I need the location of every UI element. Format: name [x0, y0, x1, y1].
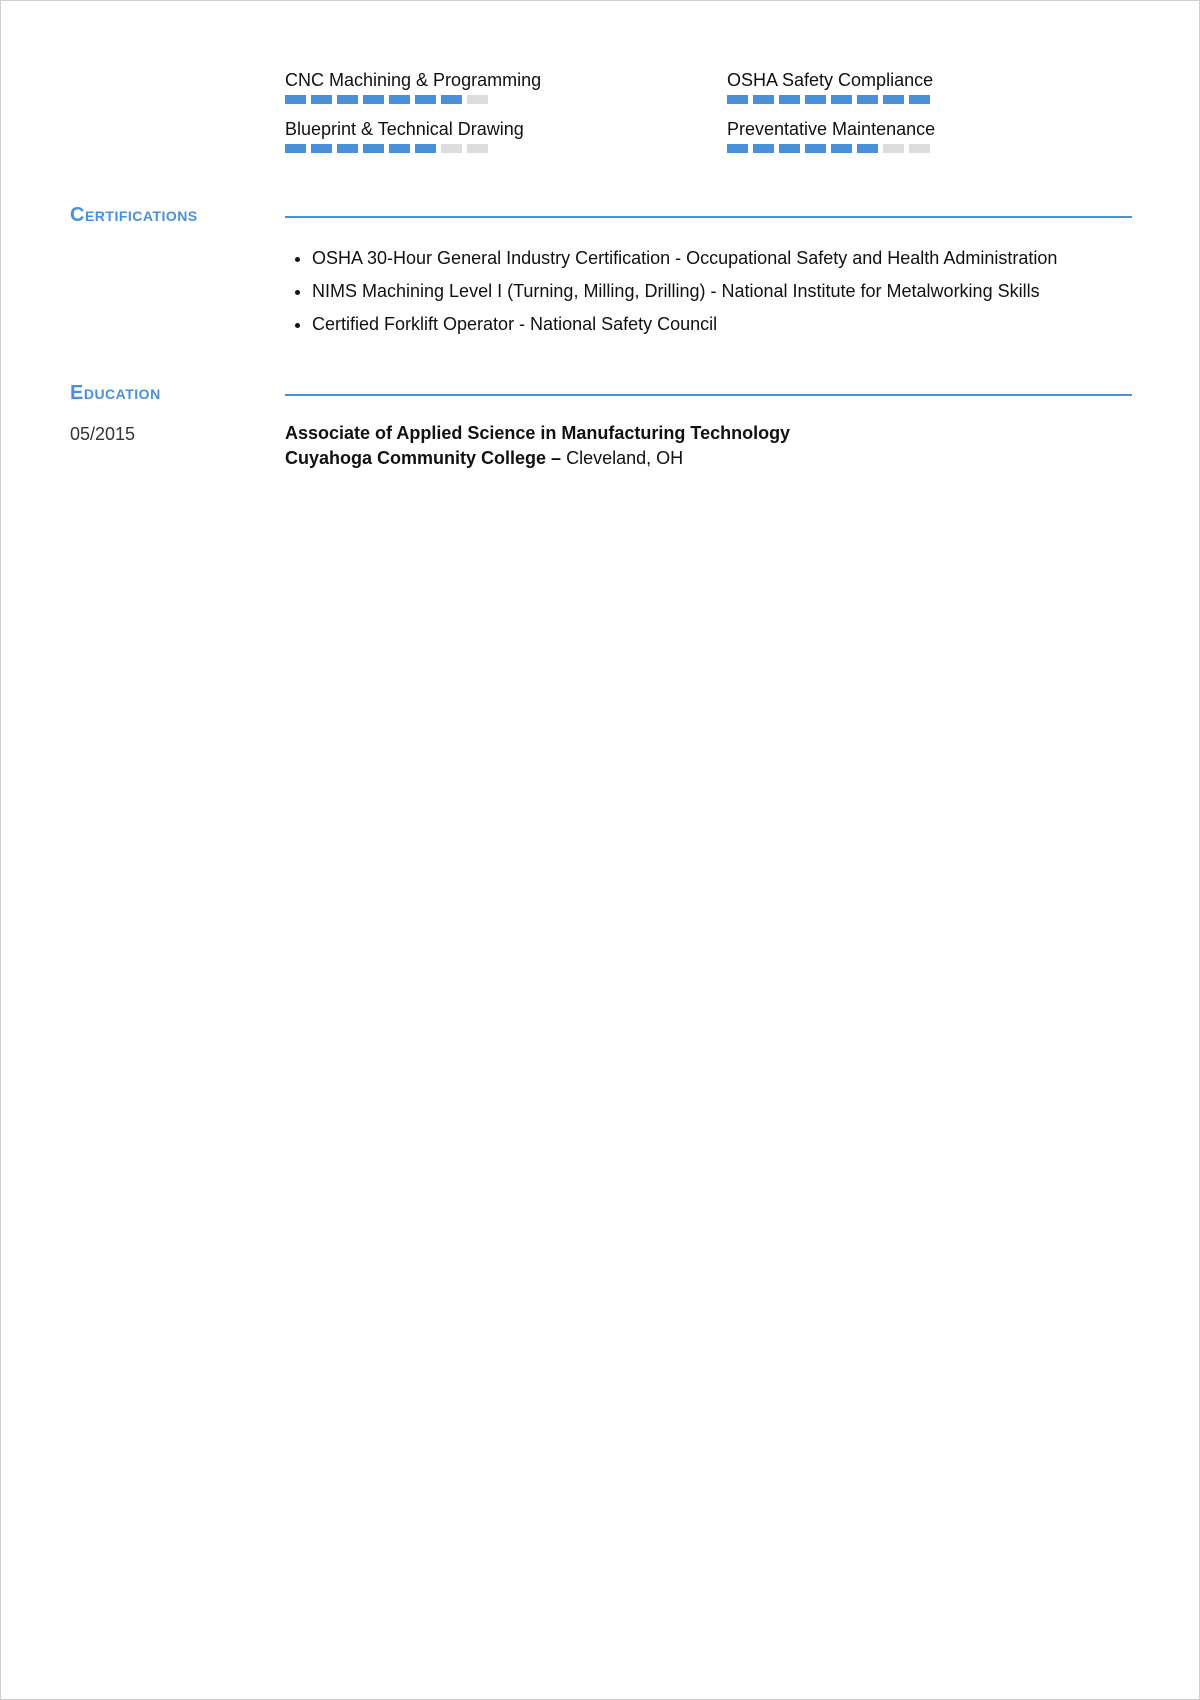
- rating-segment-filled: [779, 95, 800, 104]
- rating-segment-filled: [753, 144, 774, 153]
- rating-segment-filled: [779, 144, 800, 153]
- certification-item: • Certified Forklift Operator - National Safety Council: [312, 313, 1057, 335]
- skill-item: [285, 69, 727, 104]
- rating-segment-filled: [415, 95, 436, 104]
- rating-segment-filled: [415, 144, 436, 153]
- skill-item: [727, 118, 1169, 153]
- skill-rating: [727, 144, 1169, 153]
- rating-segment-empty: [441, 144, 462, 153]
- rating-segment-filled: [311, 95, 332, 104]
- certifications-list: [285, 247, 1057, 346]
- rating-segment-filled: [857, 95, 878, 104]
- skill-rating: [727, 95, 1169, 104]
- school-separator: –: [551, 448, 562, 468]
- skill-item: [727, 69, 1169, 104]
- rating-segment-filled: [883, 95, 904, 104]
- rating-segment-filled: [285, 95, 306, 104]
- certification-item: • OSHA 30-Hour General Industry Certification - Occupational Safety and Health Administration: [312, 247, 1057, 269]
- rating-segment-filled: [389, 144, 410, 153]
- education-date: 05/2015: [70, 424, 136, 444]
- school-name: Cuyahoga Community College: [285, 448, 547, 468]
- skill-rating: [285, 144, 727, 153]
- school-line: [285, 446, 790, 471]
- rating-segment-filled: [285, 144, 306, 153]
- skill-name: CNC Machining & Programming: [285, 70, 542, 90]
- rating-segment-filled: [441, 95, 462, 104]
- rating-segment-empty: [467, 95, 488, 104]
- rating-segment-empty: [883, 144, 904, 153]
- rating-segment-filled: [389, 95, 410, 104]
- rating-segment-filled: [363, 95, 384, 104]
- skill-name: OSHA Safety Compliance: [727, 70, 934, 90]
- skills-grid: [285, 69, 1165, 153]
- skill-item: [285, 118, 727, 153]
- skill-name: Preventative Maintenance: [727, 119, 936, 139]
- skill-name: Blueprint & Technical Drawing: [285, 119, 524, 139]
- degree-name: Associate of Applied Science in Manufacturing Technology: [285, 423, 791, 443]
- section-divider: [285, 216, 1132, 218]
- skill-rating: [285, 95, 727, 104]
- rating-segment-empty: [467, 144, 488, 153]
- rating-segment-filled: [311, 144, 332, 153]
- rating-segment-filled: [337, 95, 358, 104]
- school-location: Cleveland, OH: [566, 448, 684, 468]
- rating-segment-filled: [831, 144, 852, 153]
- rating-segment-filled: [909, 95, 930, 104]
- rating-segment-filled: [857, 144, 878, 153]
- certifications-heading: Certifications: [70, 204, 198, 226]
- rating-segment-empty: [909, 144, 930, 153]
- rating-segment-filled: [753, 95, 774, 104]
- rating-segment-filled: [727, 95, 748, 104]
- rating-segment-filled: [805, 95, 826, 104]
- rating-segment-filled: [727, 144, 748, 153]
- rating-segment-filled: [805, 144, 826, 153]
- rating-segment-filled: [337, 144, 358, 153]
- education-heading: Education: [70, 382, 161, 404]
- education-entry: [285, 421, 790, 471]
- section-divider: [285, 394, 1132, 396]
- rating-segment-filled: [363, 144, 384, 153]
- certification-item: • NIMS Machining Level I (Turning, Milling, Drilling) - National Institute for Metalworking Skills: [312, 280, 1057, 302]
- rating-segment-filled: [831, 95, 852, 104]
